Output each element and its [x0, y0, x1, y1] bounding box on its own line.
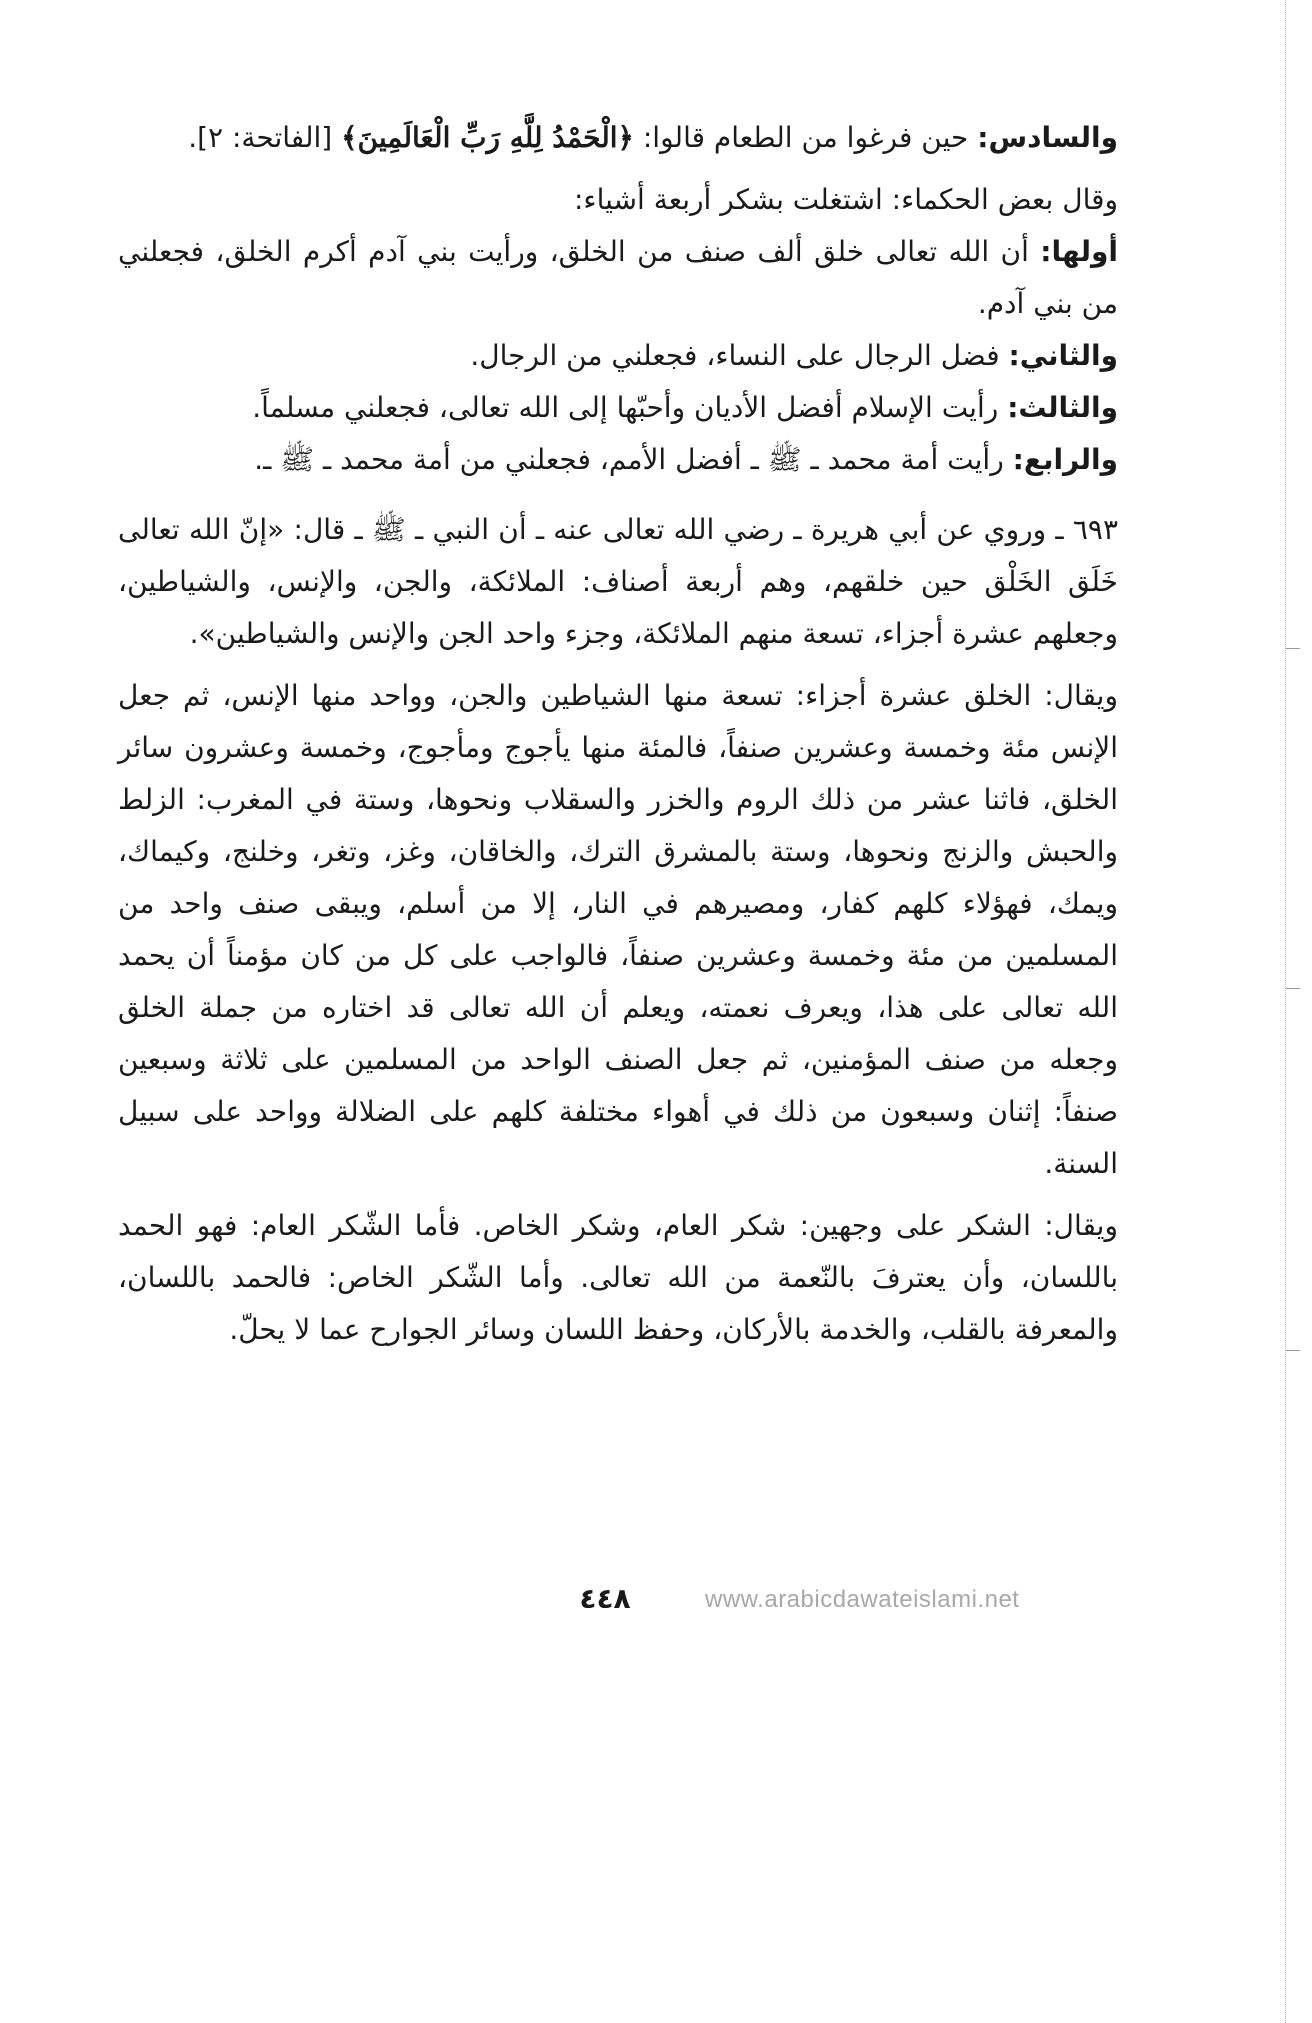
paragraph-text: رأيت الإسلام أفضل الأديان وأحبّها إلى الله تعالى، فجعلني مسلماً. — [252, 391, 1008, 424]
paragraph-text: ويقال: الشكر على وجهين: شكر العام، وشكر الخاص. فأما الشّكر العام: فهو الحمد باللسان، وأن يعترفَ بالنّعمة من الله تعالى. وأما الشّكر الخاص: فالحمد باللسان، والمعرفة بالقلب، والخدمة بالأركان، وحفظ اللسان وسائر الجوارح عما لا يحلّ. — [118, 1209, 1118, 1346]
paragraph-hadith-693 — [118, 504, 1118, 660]
website-watermark: www.arabicdawateislami.net — [705, 1586, 1020, 1613]
page-body — [118, 112, 1118, 1356]
paragraph-sixth — [118, 112, 1118, 164]
page-footer — [0, 1582, 1312, 1622]
page-edge-line — [1285, 0, 1286, 2023]
paragraph-text: أن الله تعالى خلق ألف صنف من الخلق، ورأيت بني آدم أكرم الخلق، فجعلني من بني آدم. — [118, 235, 1118, 320]
paragraph-text: حين فرغوا من الطعام قالوا: — [633, 121, 978, 154]
paragraph-lead: والثاني: — [1008, 339, 1118, 372]
paragraph-text: ٦٩٣ ـ وروي عن أبي هريرة ـ رضي الله تعالى عنه ـ أن النبي ـ ﷺ ـ قال: «إنّ الله تعالى خَلَق الخَلْق حين خلقهم، وهم أربعة أصناف: الملائكة، والجن، والإنس، والشياطين، وجعلهم عشرة أجزاء، تسعة منهم الملائكة، وجزء واحد الجن والإنس والشياطين». — [118, 513, 1118, 650]
margin-tick — [1286, 988, 1300, 989]
paragraph-lead: والرابع: — [1012, 443, 1118, 476]
verse-reference: [الفاتحة: ٢]. — [188, 121, 342, 154]
paragraph-lead: والثالث: — [1007, 391, 1118, 424]
paragraph-text: ويقال: الخلق عشرة أجزاء: تسعة منها الشياطين والجن، وواحد منها الإنس، ثم جعل الإنس مئة وخمسة وعشرين صنفاً، فالمئة منها يأجوج ومأجوج، وخمسة وعشرون سائر الخلق، فاثنا عشر من ذلك الروم والخزر والسقلاب ونحوها، وستة في المغرب: الزلط والحبش والزنج ونحوها، وستة بالمشرق الترك، والخاقان، وغز، وتغر، وخلنج، وكيماك، ويمك، فهؤلاء كلهم كفار، ومصيرهم في النار، إلا من أسلم، ويبقى صنف واحد من المسلمين من مئة وخمسة وعشرين صنفاً، فالواجب على كل من كان مؤمناً أن يحمد الله تعالى على هذا، ويعرف نعمته، ويعلم أن الله تعالى قد اختاره من جملة الخلق وجعله من صنف المؤمنين، ثم جعل الصنف الواحد من المسلمين على ثلاثة وسبعين صنفاً: إثنان وسبعون من ذلك في أهواء مختلفة كلهم على الضلالة وواحد على سبيل السنة. — [118, 679, 1118, 1180]
paragraph-first — [118, 226, 1118, 330]
paragraph-lead: والسادس: — [977, 121, 1118, 154]
quran-verse: ﴿الْحَمْدُ لِلَّهِ رَبِّ الْعَالَمِينَ﴾ — [341, 121, 634, 154]
paragraph-creation-parts — [118, 670, 1118, 1190]
margin-tick — [1286, 648, 1300, 649]
paragraph-lead: أولها: — [1040, 235, 1118, 268]
paragraph-second — [118, 330, 1118, 382]
paragraph-two-kinds-of-thanks — [118, 1200, 1118, 1356]
paragraph-fourth — [118, 434, 1118, 486]
paragraph-text: وقال بعض الحكماء: اشتغلت بشكر أربعة أشياء: — [573, 183, 1118, 216]
paragraph-text: رأيت أمة محمد ـ ﷺ ـ أفضل الأمم، فجعلني من أمة محمد ـ ﷺ ـ. — [254, 443, 1013, 476]
paragraph-wise-saying — [118, 174, 1118, 226]
page-number: ٤٤٨ — [579, 1582, 631, 1615]
margin-tick — [1286, 1350, 1300, 1351]
paragraph-text: فضل الرجال على النساء، فجعلني من الرجال. — [470, 339, 1009, 372]
paragraph-third — [118, 382, 1118, 434]
